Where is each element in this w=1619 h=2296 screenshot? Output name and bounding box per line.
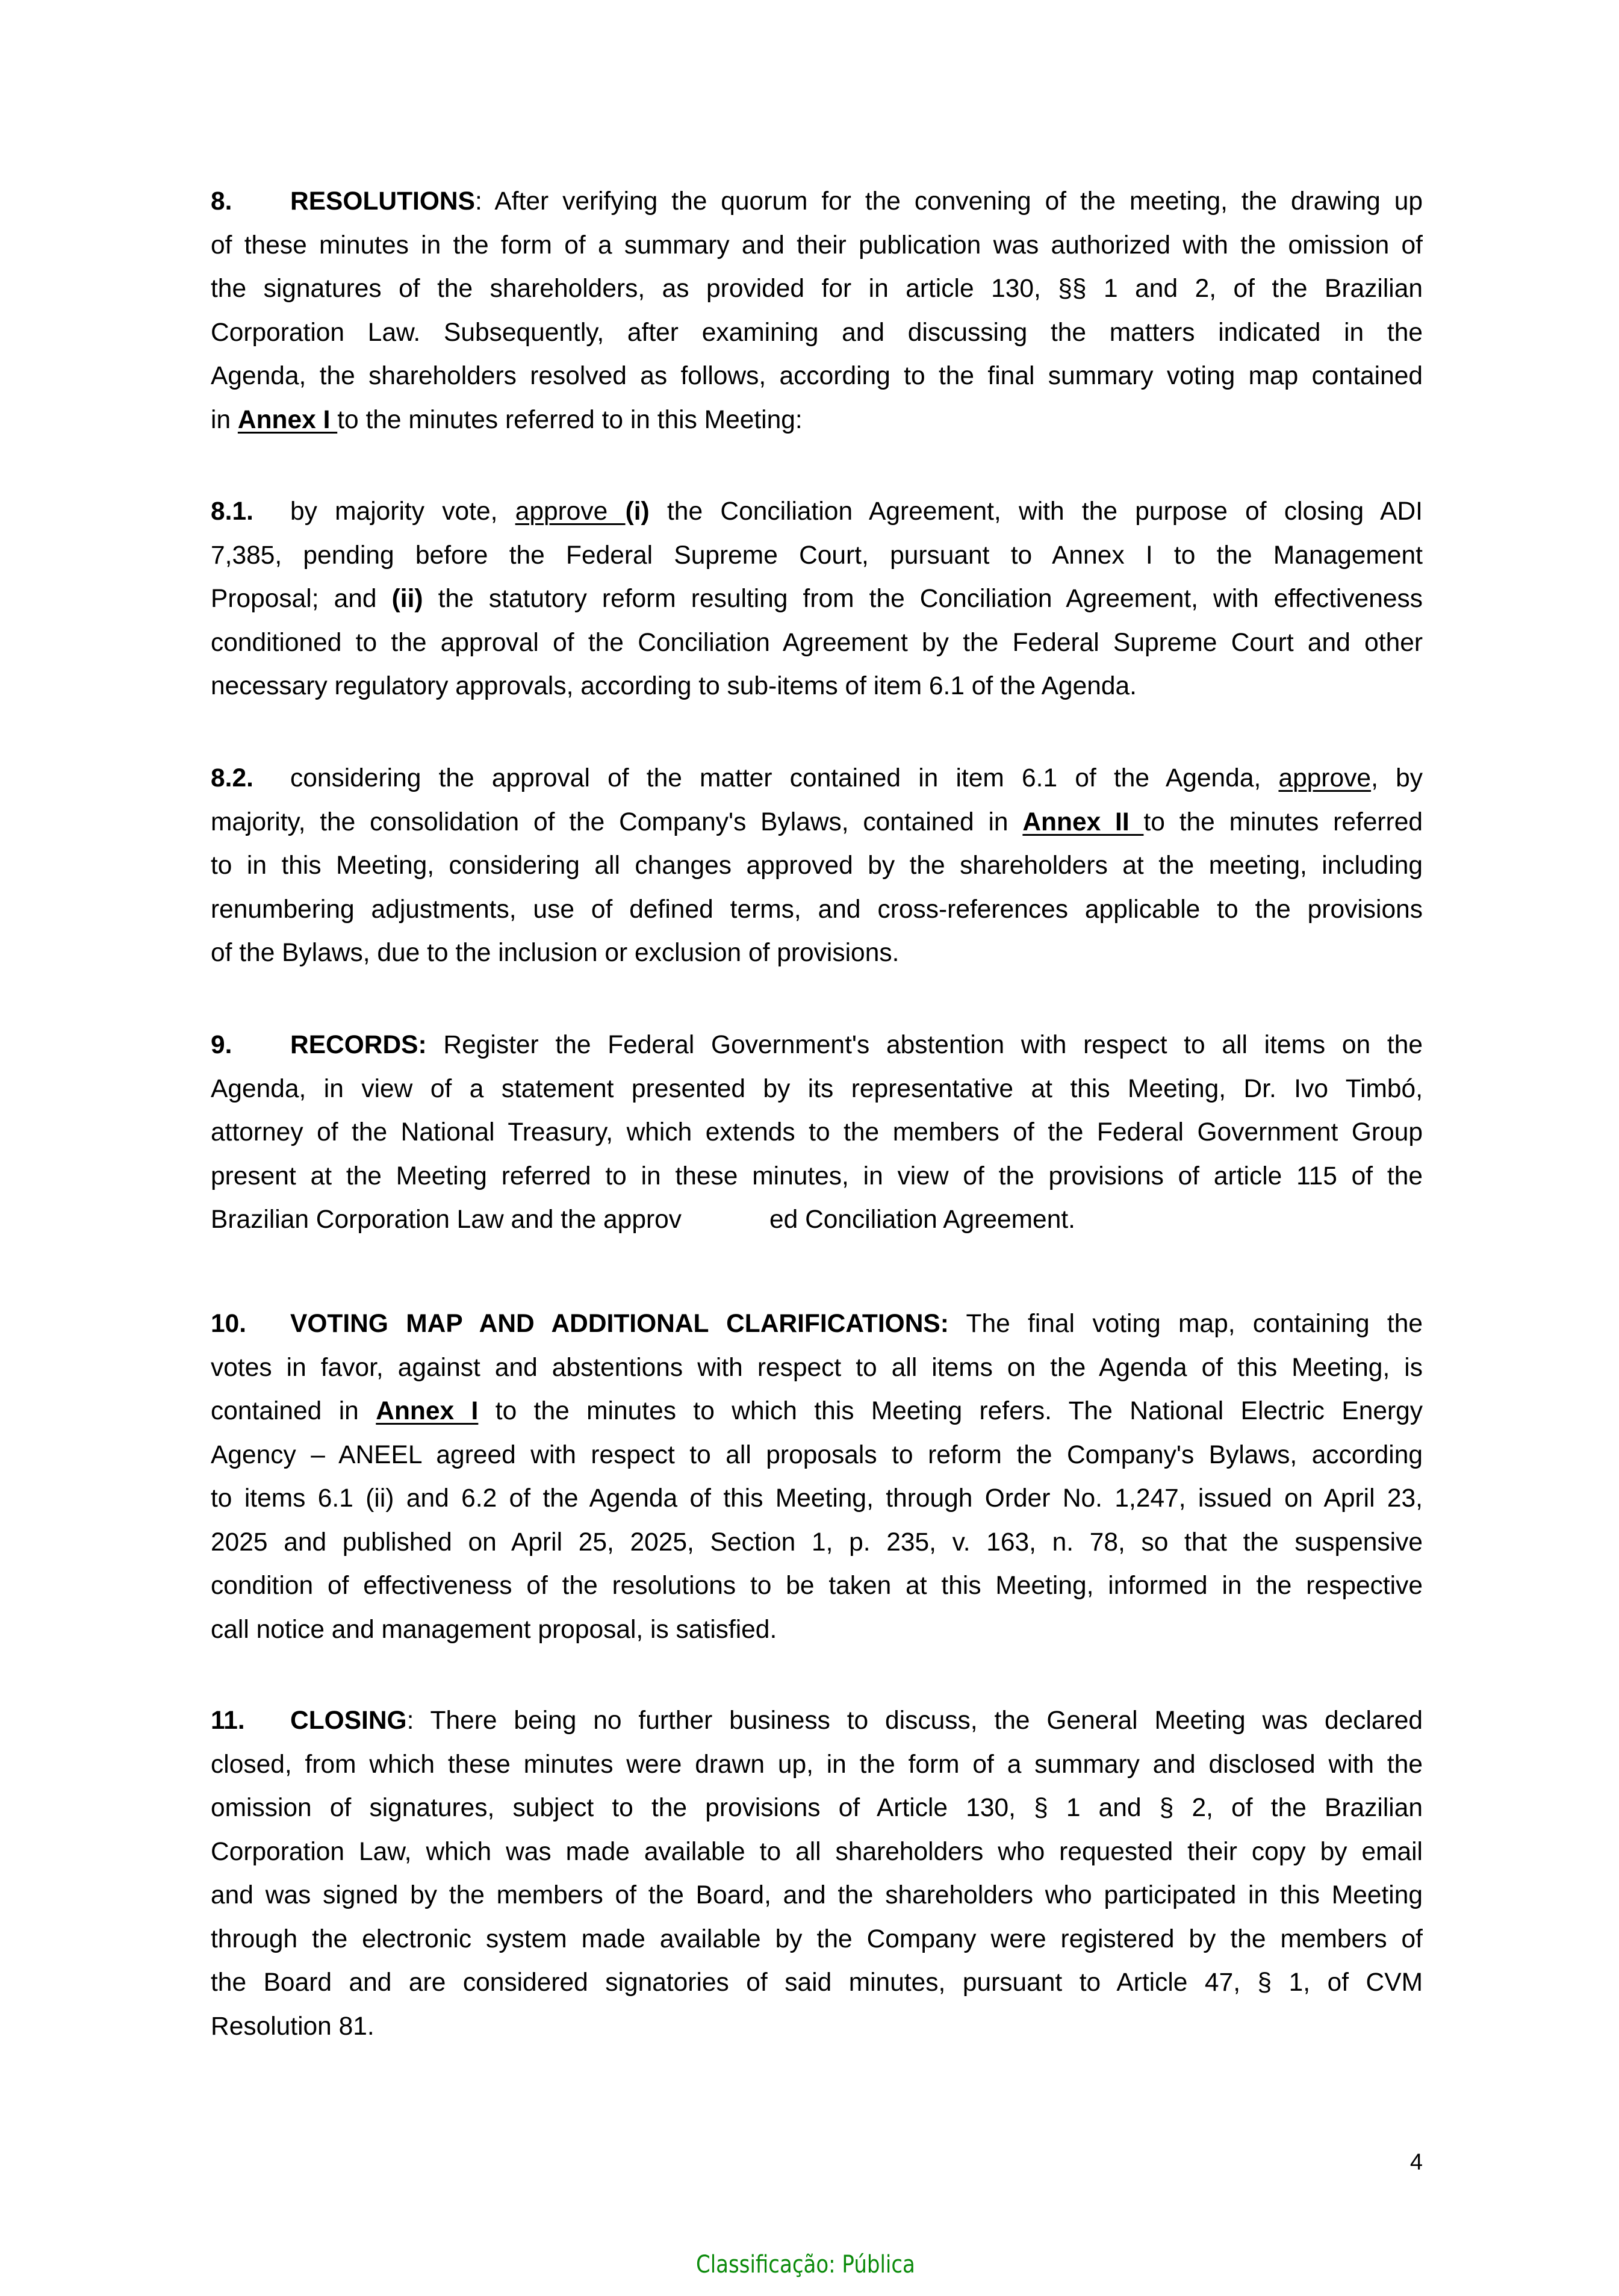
text-segment: Register the Federal Government's abstention with respect to all items on the bbox=[426, 1031, 1423, 1059]
text-segment: present at the Meeting referred to in these minutes, in view of the provisions of article 115 of the bbox=[211, 1162, 1423, 1190]
text-segment: to items 6.1 (ii) and 6.2 of the Agenda of this Meeting, through Order No. 1,247, issued on April 23, bbox=[211, 1484, 1423, 1513]
text-line bbox=[211, 1302, 1423, 1346]
text-segment: necessary regulatory approvals, according to sub-items of item 6.1 of the Agenda. bbox=[211, 672, 1137, 700]
text-line bbox=[211, 180, 1423, 224]
text-line bbox=[211, 665, 1423, 709]
text-segment: attorney of the National Treasury, which extends to the members of the Federal Government Group bbox=[211, 1118, 1423, 1146]
text-segment: the Conciliation Agreement, with the purpose of closing ADI bbox=[649, 497, 1423, 526]
text-line bbox=[211, 1918, 1423, 1962]
section-8-2 bbox=[211, 757, 1423, 975]
text-segment: Brazilian Corporation Law and the approv bbox=[211, 1206, 682, 1234]
text-segment: ed Conciliation Agreement. bbox=[769, 1206, 1075, 1234]
text-segment: to in this Meeting, considering all changes approved by the shareholders at the meeting, including bbox=[211, 851, 1423, 880]
page-number: 4 bbox=[1409, 2150, 1423, 2175]
text-segment: Agenda, the shareholders resolved as follows, according to the final summary voting map contained bbox=[211, 362, 1423, 390]
text-segment: 7,385, pending before the Federal Supreme Court, pursuant to Annex I to the Management bbox=[211, 541, 1423, 570]
text-segment: to the minutes referred to in this Meeting: bbox=[337, 405, 803, 434]
text-segment: omission of signatures, subject to the provisions of Article 130, § 1 and § 2, of the Brazilian bbox=[211, 1794, 1423, 1822]
text-line bbox=[211, 1434, 1423, 1478]
section-8 bbox=[211, 180, 1423, 442]
text-line bbox=[211, 1346, 1423, 1390]
text-line bbox=[211, 1521, 1423, 1565]
text-segment: closed, from which these minutes were drawn up, in the form of a summary and disclosed with the bbox=[211, 1750, 1423, 1779]
classification-footer: Classificação: Pública bbox=[696, 2251, 915, 2279]
text-segment: through the electronic system made available by the Company were registered by the members of bbox=[211, 1924, 1423, 1953]
text-line bbox=[211, 1874, 1423, 1918]
text-line bbox=[211, 1961, 1423, 2005]
bold-text: RECORDS: bbox=[290, 1031, 427, 1059]
text-segment: the Board and are considered signatories of said minutes, pursuant to Article 47, § 1, of CVM bbox=[211, 1968, 1423, 1997]
text-line bbox=[211, 399, 1423, 443]
text-line bbox=[211, 1743, 1423, 1787]
text-segment: The final voting map, containing the bbox=[948, 1310, 1423, 1338]
underlined-reference: approve bbox=[1278, 764, 1372, 792]
text-segment: to the minutes referred bbox=[1143, 807, 1423, 836]
text-segment: call notice and management proposal, is satisfied. bbox=[211, 1615, 777, 1644]
text-line bbox=[211, 888, 1423, 932]
text-line bbox=[211, 534, 1423, 578]
section-9 bbox=[211, 1024, 1423, 1242]
text-line bbox=[211, 355, 1423, 399]
text-line bbox=[211, 1390, 1423, 1434]
text-segment: majority, the consolidation of the Company's Bylaws, contained in bbox=[211, 807, 1023, 836]
section-10 bbox=[211, 1302, 1423, 1652]
text-line bbox=[211, 311, 1423, 355]
bold-text: VOTING MAP AND ADDITIONAL CLARIFICATIONS: bbox=[290, 1310, 949, 1338]
text-segment: votes in favor, against and abstentions with respect to all items on the Agenda of this Meeting, is bbox=[211, 1353, 1423, 1382]
text-segment: Agency – ANEEL agreed with respect to all proposals to reform the Company's Bylaws, according bbox=[211, 1440, 1423, 1469]
text-segment: in bbox=[211, 405, 238, 434]
section-11 bbox=[211, 1699, 1423, 2049]
text-segment: Corporation Law. Subsequently, after examining and discussing the matters indicated in the bbox=[211, 318, 1423, 347]
text-segment: Agenda, in view of a statement presented by its representative at this Meeting, Dr. Ivo Timbó, bbox=[211, 1074, 1423, 1103]
text-segment: the statutory reform resulting from the Conciliation Agreement, with effectiveness bbox=[423, 585, 1423, 613]
text-line bbox=[211, 577, 1423, 621]
text-line bbox=[211, 757, 1423, 801]
text-line bbox=[211, 1024, 1423, 1068]
text-line bbox=[211, 1831, 1423, 1874]
section-number: 8. bbox=[211, 187, 232, 216]
underlined-reference: Annex II bbox=[1022, 807, 1144, 836]
text-line bbox=[211, 1111, 1423, 1155]
section-number: 8.2. bbox=[211, 764, 253, 792]
section-8-1 bbox=[211, 490, 1423, 709]
text-segment: , by bbox=[1371, 764, 1423, 792]
text-line bbox=[211, 267, 1423, 311]
text-line bbox=[211, 1608, 1423, 1652]
text-line bbox=[211, 1477, 1423, 1521]
text-segment: and was signed by the members of the Board, and the shareholders who participated in this Meeting bbox=[211, 1881, 1423, 1909]
text-segment: Proposal; and bbox=[211, 585, 392, 613]
text-line bbox=[211, 2005, 1423, 2049]
text-segment: conditioned to the approval of the Conciliation Agreement by the Federal Supreme Court and other bbox=[211, 628, 1423, 657]
bold-text: RESOLUTIONS bbox=[290, 187, 475, 216]
bold-text: (i) bbox=[625, 497, 650, 526]
text-segment: 2025 and published on April 25, 2025, Section 1, p. 235, v. 163, n. 78, so that the suspensive bbox=[211, 1528, 1423, 1557]
text-line bbox=[211, 1068, 1423, 1112]
section-number: 9. bbox=[211, 1031, 232, 1059]
section-number: 10. bbox=[211, 1310, 247, 1338]
underlined-reference: approve bbox=[515, 497, 626, 526]
text-line bbox=[211, 844, 1423, 888]
bold-text: CLOSING bbox=[290, 1706, 407, 1735]
text-line bbox=[211, 801, 1423, 845]
text-segment: Resolution 81. bbox=[211, 2012, 374, 2041]
text-line bbox=[211, 490, 1423, 534]
text-segment: : After verifying the quorum for the convening of the meeting, the drawing up bbox=[474, 187, 1423, 216]
text-line bbox=[211, 224, 1423, 268]
section-number: 11. bbox=[211, 1706, 245, 1735]
text-segment: renumbering adjustments, use of defined terms, and cross-references applicable to the provisions bbox=[211, 895, 1423, 924]
text-line bbox=[211, 932, 1423, 975]
text-segment: the signatures of the shareholders, as provided for in article 130, §§ 1 and 2, of the Brazilian bbox=[211, 275, 1423, 303]
text-segment: condition of effectiveness of the resolutions to be taken at this Meeting, informed in the respective bbox=[211, 1572, 1423, 1600]
text-segment: contained in bbox=[211, 1397, 376, 1425]
text-line bbox=[211, 1155, 1423, 1199]
text-line bbox=[211, 1699, 1423, 1743]
text-segment: : There being no further business to discuss, the General Meeting was declared bbox=[406, 1706, 1423, 1735]
text-line bbox=[211, 1564, 1423, 1608]
underlined-reference: Annex I bbox=[376, 1397, 479, 1425]
text-segment: of the Bylaws, due to the inclusion or exclusion of provisions. bbox=[211, 939, 900, 967]
section-number: 8.1. bbox=[211, 497, 253, 526]
text-segment: considering the approval of the matter contained in item 6.1 of the Agenda, bbox=[290, 764, 1279, 792]
text-line bbox=[211, 1198, 1423, 1242]
bold-text: (ii) bbox=[391, 585, 423, 613]
underlined-reference: Annex I bbox=[237, 405, 338, 434]
text-segment: Corporation Law, which was made available to all shareholders who requested their copy by email bbox=[211, 1837, 1423, 1866]
text-segment: to the minutes to which this Meeting refers. The National Electric Energy bbox=[478, 1397, 1423, 1425]
text-segment: of these minutes in the form of a summary and their publication was authorized with the omission of bbox=[211, 231, 1423, 260]
text-line bbox=[211, 1787, 1423, 1831]
text-line bbox=[211, 621, 1423, 665]
text-segment: by majority vote, bbox=[290, 497, 515, 526]
